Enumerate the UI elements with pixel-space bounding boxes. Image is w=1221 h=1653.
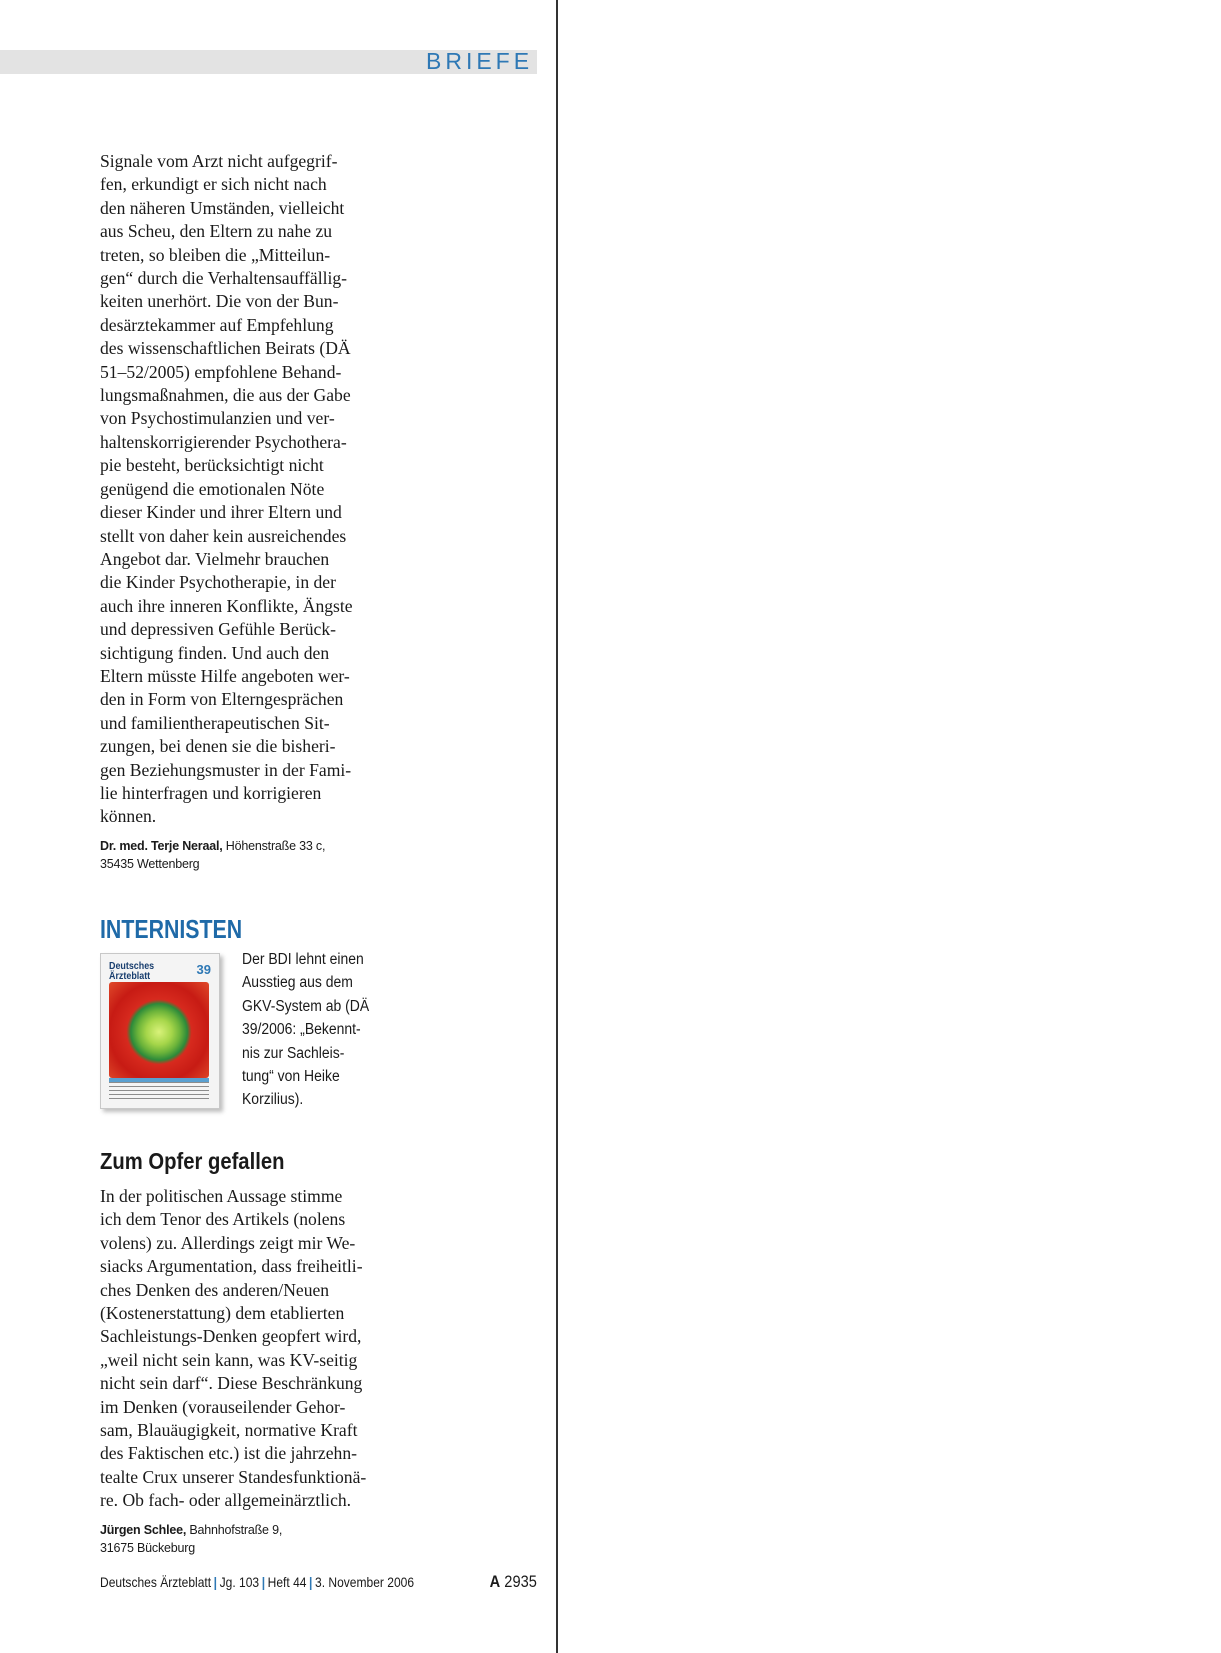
journal-cover-thumbnail xyxy=(100,953,220,1109)
section-rubric: INTERNISTEN xyxy=(100,914,243,944)
letter-1-signature xyxy=(100,837,390,873)
letter-1-author-name: Dr. med. Terje Neraal, xyxy=(100,838,223,853)
letter-2-author-address: Bahnhofstraße 9, 31675 Bückeburg xyxy=(100,1522,283,1555)
page-prefix: A xyxy=(489,1572,501,1591)
footer-separator: | xyxy=(309,1574,313,1590)
section-teaser: Der BDI lehnt einen Ausstieg aus dem GKV-System ab (DÄ 39/2006: „Bekennt- nis zur Sachleis- tung“ von Heike Korzilius). xyxy=(242,951,370,1109)
letter-2-signature xyxy=(100,1521,390,1557)
footer-separator: | xyxy=(213,1574,218,1590)
footer-citation xyxy=(100,1574,414,1590)
letter-2-author-name: Jürgen Schlee, xyxy=(100,1522,187,1537)
cover-footer-lines xyxy=(109,1082,209,1100)
letter-2-body: In der politischen Aussage stimme ich dem Tenor des Artikels (nolens volens) zu. Allerdings zeigt mir We- siacks Argumentation, dass freiheitli- ches Denken des anderen/Neuen (Kostenerstattung) dem etablierten Sachleistungs-Denken geopfert wird, „weil nicht sein kann, was KV-seitig nicht sein darf“. Diese Beschränkung im Denken (vorauseilender Gehor- sam, Blauäugigkeit, normative Kraft des Faktischen etc.) ist die jahrzehn- tealte Crux unserer Standesfunktionä- re. Ob fach- oder allgemeinärztlich. xyxy=(100,1186,367,1511)
letter-1-body: Signale vom Arzt nicht aufgegrif- fen, erkundigt er sich nicht nach den näheren Umständen, vielleicht aus Scheu, den Eltern zu nahe zu treten, so bleiben die „Mitteilun- gen“ durch die Verhaltensauffällig- keiten unerhört. Die von der Bun- desärztekammer auf Empfehlung des wissenschaftlichen Beirats (DÄ 51–52/2005) empfohlene Behand- lungsmaßnahmen, die aus der Gabe von Psychostimulanzien und ver- haltenskorrigierender Psychothera- pie besteht, berücksichtigt nicht genügend die emotionalen Nöte dieser Kinder und ihrer Eltern und stellt von daher kein ausreichendes Angebot dar. Vielmehr brauchen die Kinder Psychotherapie, in der auch ihre inneren Konflikte, Ängste und depressiven Gefühle Berück- sichtigung finden. Und auch den Eltern müsste Hilfe angeboten wer- den in Form von Elterngesprächen und familientherapeutischen Sit- zungen, bei denen sie die bisheri- gen Beziehungsmuster in der Fami- lie hinterfragen und korrigieren können. xyxy=(100,151,353,827)
footer-journal: Deutsches Ärzteblatt xyxy=(100,1574,212,1590)
cover-title: Deutsches Ärzteblatt xyxy=(109,960,155,982)
letter-1-author-address: Höhenstraße 33 c, 35435 Wettenberg xyxy=(100,838,326,871)
cover-issue-number: 39 xyxy=(196,962,211,977)
page-footer xyxy=(100,1572,540,1596)
footer-date: 3. November 2006 xyxy=(315,1574,415,1590)
cover-image xyxy=(109,982,209,1078)
footer-volume: Jg. 103 xyxy=(219,1574,260,1590)
section-label: BRIEFE xyxy=(426,48,534,74)
footer-issue: Heft 44 xyxy=(267,1574,307,1590)
letter-2-headline: Zum Opfer gefallen xyxy=(100,1148,285,1174)
footer-separator: | xyxy=(261,1574,266,1590)
letter-2 xyxy=(100,1185,390,1557)
page-divider xyxy=(556,0,558,1653)
letter-1 xyxy=(100,150,390,873)
page-number-value: 2935 xyxy=(504,1572,537,1591)
page-number xyxy=(490,1572,537,1592)
